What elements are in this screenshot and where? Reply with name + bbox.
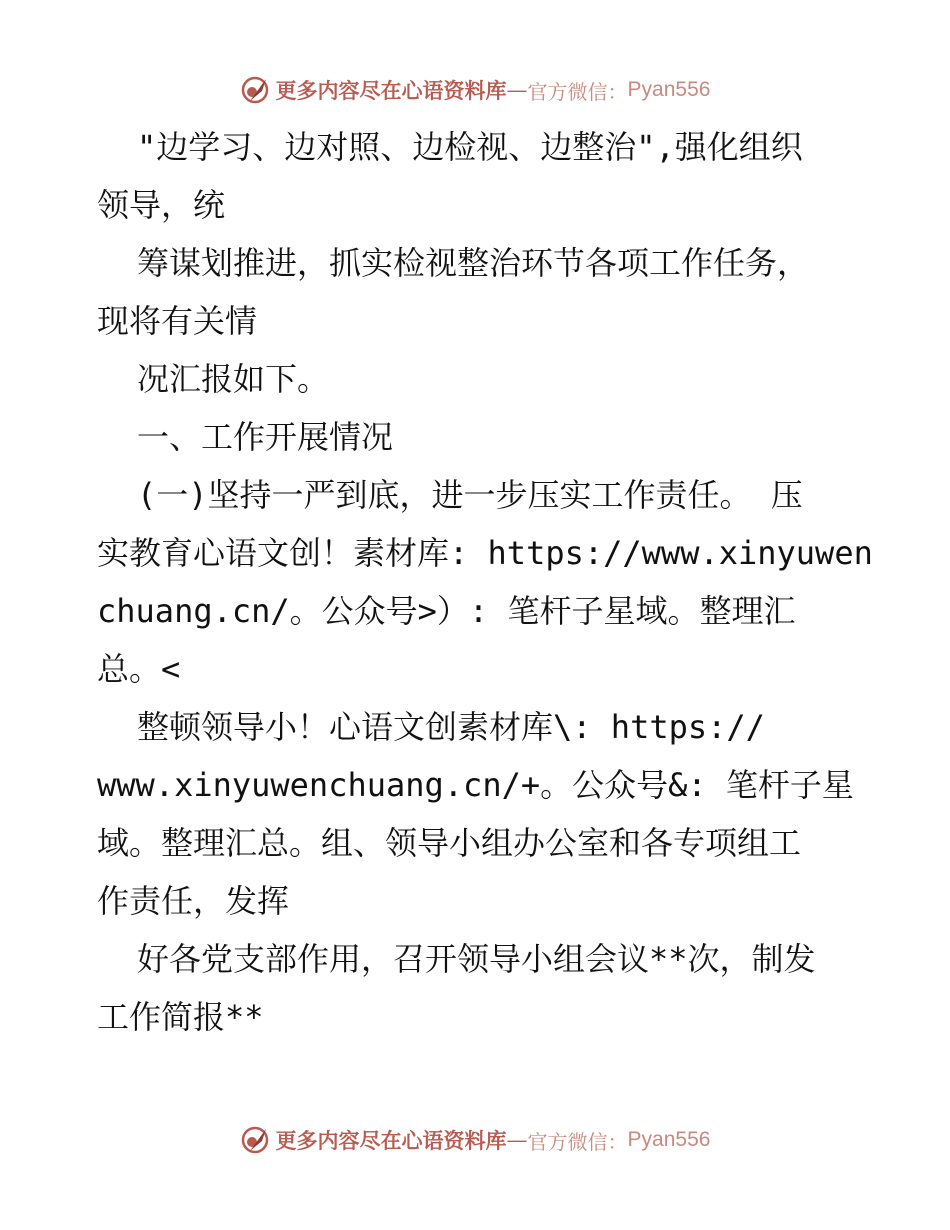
banner-wechat-label: 官方微信： — [527, 79, 628, 104]
footer-wechat-label: 官方微信： — [527, 1129, 628, 1154]
text-line-10: 总。< — [97, 650, 181, 688]
text-line-7: (一)坚持一严到底，进一步压实工作责任。 压 — [137, 476, 803, 514]
text-line-15: 好各党支部作用，召开领导小组会议**次，制发 — [137, 940, 816, 978]
text-line-4: 现将有关情 — [97, 302, 258, 340]
text-line-8: 实教育心语文创！素材库: https://www.xinyuwen — [97, 534, 873, 572]
banner-wechat-id: Pyan556 — [627, 78, 711, 101]
text-line-5: 况汇报如下。 — [137, 360, 330, 398]
text-line-12: www.xinyuwenchuang.cn/+。公众号&: 笔杆子星 — [97, 766, 854, 804]
banner-text: 更多内容尽在心语资料库 — [275, 78, 507, 103]
text-line-3: 筹谋划推进，抓实检视整治环节各项工作任务， — [137, 244, 810, 282]
section-heading: 一、工作开展情况 — [137, 418, 394, 456]
text-line-13: 域。整理汇总。组、领导小组办公室和各专项组工 — [97, 824, 802, 862]
footer-banner-text: 更多内容尽在心语资料库 — [275, 1128, 507, 1153]
footer-banner — [0, 1120, 950, 1160]
text-line-2: 领导，统 — [97, 186, 226, 224]
footer-wechat-id: Pyan556 — [627, 1128, 711, 1151]
quill-logo-icon — [240, 1125, 270, 1155]
text-line-14: 作责任，发挥 — [97, 882, 290, 920]
banner-dash: — — [506, 78, 528, 102]
header-banner — [0, 70, 950, 110]
footer-banner-dash: — — [506, 1128, 528, 1152]
document-body — [97, 118, 873, 1046]
text-line-1: "边学习、边对照、边检视、边整治",强化组织 — [137, 128, 803, 166]
text-line-11: 整顿领导小！心语文创素材库\: https:// — [137, 708, 765, 746]
quill-logo-icon — [240, 75, 270, 105]
text-line-16: 工作简报** — [97, 998, 264, 1036]
text-line-9: chuang.cn/。公众号>）: 笔杆子星域。整理汇 — [97, 592, 796, 630]
